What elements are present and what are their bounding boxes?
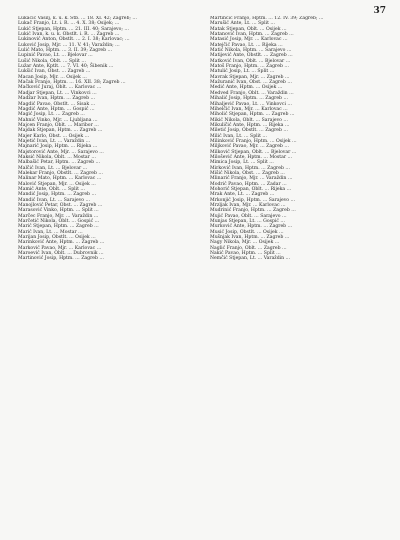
directory-entry: Majdak Stjepan, Hptm. … Zagreb … bbox=[18, 128, 103, 134]
directory-entry: Marušić Ante, Lt. … Split … bbox=[210, 21, 276, 27]
directory-entry: Mohorić Stjepan, Oblt. … Rijeka … bbox=[210, 187, 292, 192]
directory-entry: Medić Ante, Hptm. … Osijek … bbox=[210, 85, 283, 91]
directory-entry: Malekar Franjo, Obstlt. … Zagreb … bbox=[18, 170, 103, 176]
directory-entry: Marasović Vinko, Hptm. … Split … bbox=[18, 208, 99, 214]
directory-entry: Marinković Ante, Hptm. … Zagreb … bbox=[18, 240, 105, 246]
directory-entry: Mujić Pavao, Oblt. … Sarajevo … bbox=[210, 213, 287, 219]
directory-entry: Magić Josip, Lt. … Zagreb … bbox=[18, 112, 85, 118]
directory-entry: Medved Franjo, Oblt. … Varaždin … bbox=[210, 90, 294, 96]
directory-entry: Mušnjak Ivan, Hptm. … Zagreb … bbox=[210, 235, 290, 241]
directory-entry: Lužar Ante, Kptlt. … 7. VI. 40; Šibenik … bbox=[18, 64, 114, 70]
directory-entry: Luković Josip, Mjr. … 11. V. 41; Varaždin; … bbox=[18, 42, 120, 48]
directory-entry: Modrić Pavao, Hptm. … Zadar … bbox=[210, 181, 287, 187]
directory-entry: Lušić Nikola, Oblt. … Split … bbox=[18, 58, 86, 64]
directory-entry: Majer Karlo, Obst. … Osijek … bbox=[18, 133, 90, 139]
directory-entry: Mamić Ante, Oblt. … Split … bbox=[18, 187, 85, 192]
directory-entry: Matoš Franjo, Hptm. … Zagreb … bbox=[210, 64, 289, 70]
directory-entry: Mavrak Stjepan, Mjr. … Zagreb … bbox=[210, 74, 290, 80]
directory-entry: Macan Josip, Mjr. … Osijek … bbox=[18, 74, 87, 80]
directory-entry: Mrkonjić Josip, Hptm. … Sarajevo … bbox=[210, 197, 296, 203]
directory-entry: Marčetić Nikola, Oblt. … Gospić … bbox=[18, 219, 100, 225]
directory-entry: Mahnić Vinko, Mjr. … Ljubljana … bbox=[18, 117, 98, 123]
directory-entry: Munjas Stjepan, Lt. … Gospić … bbox=[210, 219, 285, 225]
directory-entry: Lukić Stjepan, Hptm. … 21. III. 40; Sarajevo; … bbox=[18, 26, 130, 32]
directory-entry: Marković Pavao, Mjr. … Karlovac … bbox=[18, 245, 102, 251]
left-column bbox=[18, 16, 198, 532]
directory-entry: Mirković Ivan, Hptm. … Zagreb … bbox=[210, 165, 290, 171]
directory-entry: Majcen Franjo, Oblt. … Maribor … bbox=[18, 122, 99, 128]
right-column bbox=[210, 16, 390, 532]
directory-entry: Marić Stjepan, Hptm. … Zagreb … bbox=[18, 224, 99, 230]
directory-entry: Lukač Franjo, Lt. i. R. … 4. X. 38; Osijek; … bbox=[18, 21, 120, 27]
directory-entry: Mažuranić Ivan, Obst. … Zagreb … bbox=[210, 80, 292, 86]
directory-entry: Matanović Ivan, Hptm. … Zagreb … bbox=[210, 32, 294, 38]
directory-entry: Malčić Ivan, Lt. … Bjelovar … bbox=[18, 165, 88, 171]
directory-entry: Miletić Josip, Obstlt. … Zagreb … bbox=[210, 128, 288, 134]
directory-entry: Mikić Nikola, Oblt. … Sarajevo … bbox=[210, 117, 288, 123]
directory-entry: Nemčić Stjepan, Lt. … Varaždin … bbox=[210, 256, 291, 262]
directory-entry: Mrak Ante, Lt. … Zagreb … bbox=[210, 192, 275, 198]
directory-entry: Matasić Josip, Mjr. … Karlovac … bbox=[210, 37, 288, 43]
directory-entry: Mlinarić Franjo, Mjr. … Varaždin … bbox=[210, 176, 293, 182]
directory-entry: Miljković Pavao, Mjr. … Zagreb … bbox=[210, 144, 289, 150]
directory-entry: Maroević Ivan, Oblt. … Dubrovnik … bbox=[18, 251, 104, 257]
directory-entry: Matak Stjepan, Oblt. … Osijek … bbox=[210, 26, 287, 32]
directory-entry: Majetić Ivan, Lt. … Varaždin … bbox=[18, 138, 91, 144]
directory-entry: Malović Stjepan, Mjr. … Osijek … bbox=[18, 181, 96, 187]
directory-entry: Miholić Stjepan, Hptm. … Zagreb … bbox=[210, 112, 295, 118]
directory-entry: Lukačić Vasilj, k. u. k. Stb. … 18. XI. 42; Zagreb; … bbox=[18, 16, 138, 21]
directory-entry: Matić Nikola, Hptm. … Sarajevo … bbox=[210, 48, 292, 54]
directory-entry: Lukšić Ivan, Obst. … Zagreb … bbox=[18, 69, 91, 75]
directory-entry: Musić Josip, Obstlt. … Osijek … bbox=[210, 229, 284, 235]
directory-entry: Martinčić Franjo, Hptm. … 12. IV. 39; Zagreb; … bbox=[210, 16, 324, 21]
directory-entry: Marčec Franjo, Mjr. … Varaždin … bbox=[18, 213, 99, 219]
directory-entry: Mačković Juraj, Oblt. … Karlovac … bbox=[18, 85, 102, 91]
directory-entry: Majstorović Ante, Mjr. … Sarajevo … bbox=[18, 149, 104, 155]
directory-entry: Lulić Mato, Hptm. … 3. II. 39; Zagreb … bbox=[18, 48, 113, 54]
directory-entry: Magdić Pavao, Obstlt. … Sisak … bbox=[18, 101, 96, 107]
directory-entry: Mandić Ivan, Lt. … Sarajevo … bbox=[18, 197, 91, 203]
directory-entry: Mihelčić Ivan, Mjr. … Karlovac … bbox=[210, 106, 288, 112]
page-number: 37 bbox=[373, 6, 386, 16]
directory-entry: Mihaljević Pavao, Lt. … Vinkovci … bbox=[210, 101, 292, 107]
directory-entry: Madjar Stjepan, Lt. … Vinkovci … bbox=[18, 90, 97, 96]
directory-entry: Mihalić Josip, Hptm. … Zagreb … bbox=[210, 96, 289, 102]
directory-entry: Mačak Franjo, Hptm. … 16. XII. 38; Zagreb … bbox=[18, 80, 126, 86]
document-columns bbox=[18, 16, 390, 532]
directory-entry: Milković Stjepan, Oblt. … Bjelovar … bbox=[210, 149, 297, 155]
directory-entry: Murković Ante, Hptm. … Zagreb … bbox=[210, 224, 293, 230]
directory-entry: Milinković Franjo, Hptm. … Osijek … bbox=[210, 138, 297, 144]
directory-entry: Matejčić Pavao, Lt. … Rijeka … bbox=[210, 42, 283, 48]
directory-entry: Martinović Josip, Hptm. … Zagreb … bbox=[18, 256, 104, 262]
directory-entry: Milić Ivan, Lt. … Split … bbox=[210, 133, 267, 139]
directory-entry: Majnarić Josip, Hptm. … Rijeka … bbox=[18, 144, 98, 150]
directory-entry: Magdić Ante, Hptm. … Gospić … bbox=[18, 106, 95, 112]
directory-entry: Marić Ivan, Lt. … Mostar … bbox=[18, 229, 83, 235]
directory-entry: Madžar Ivan, Hptm. … Zagreb … bbox=[18, 96, 96, 102]
directory-entry: Maksić Nikola, Oblt. … Mostar … bbox=[18, 154, 96, 160]
directory-entry: Mrzljak Ivan, Mjr. … Karlovac … bbox=[210, 203, 286, 209]
directory-entry: Mudrinić Franjo, Hptm. … Zagreb … bbox=[210, 208, 296, 214]
directory-entry: Manojlović Petar, Obst. … Zagreb … bbox=[18, 203, 103, 209]
directory-entry: Marijan Josip, Obstlt. … Osijek … bbox=[18, 235, 96, 241]
directory-entry: Lukinović Anton, Obstlt. … 2. I. 38; Karlovac; … bbox=[18, 37, 130, 43]
directory-entry: Matković Ivan, Oblt. … Bjelovar … bbox=[210, 58, 291, 64]
directory-entry: Nakić Pavao, Hptm. … Split … bbox=[210, 251, 281, 257]
directory-entry: Nagy Nikola, Mjr. … Osijek … bbox=[210, 240, 280, 246]
directory-entry: Matulić Josip, Lt. … Split … bbox=[210, 69, 275, 75]
directory-entry: Naglić Franjo, Oblt. … Zagreb … bbox=[210, 245, 287, 251]
directory-entry: Milošević Ante, Hptm. … Mostar … bbox=[210, 154, 293, 160]
directory-entry: Malinar Mato, Hptm. … Karlovac … bbox=[18, 176, 102, 182]
directory-entry: Matijević Ante, Obstlt. … Zagreb … bbox=[210, 53, 293, 59]
directory-entry: Lukić Ivan, k. u. k. Obstlt. i. R. … Zagreb … bbox=[18, 32, 120, 38]
directory-entry: Malbašić Petar, Hptm. … Zagreb … bbox=[18, 160, 101, 166]
directory-entry: Lupinić Pavao, Lt. … Bjelovar … bbox=[18, 53, 93, 59]
directory-entry: Mikuličić Ante, Hptm. … Rijeka … bbox=[210, 122, 290, 128]
directory-entry: Mimica Josip, Lt. … Split … bbox=[210, 160, 274, 166]
directory-entry: Mišić Nikola, Obst. … Zagreb … bbox=[210, 170, 285, 176]
directory-entry: Mandić Josip, Hptm. … Zagreb … bbox=[18, 192, 97, 198]
